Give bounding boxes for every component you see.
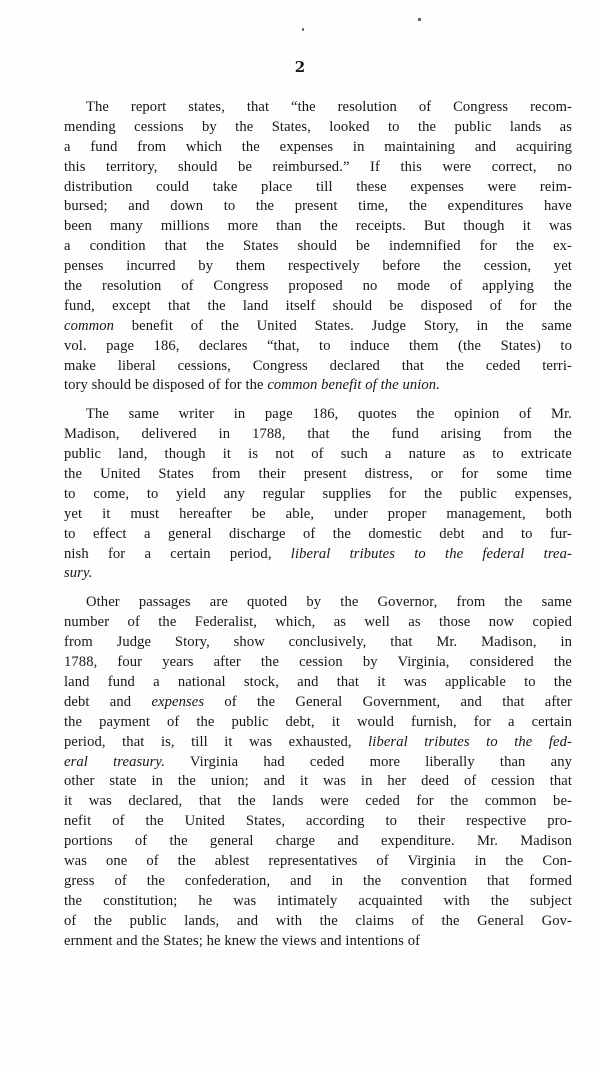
line-text: benefit of the United States. Judge Story, in the same	[114, 317, 572, 334]
text-line	[64, 525, 572, 545]
italic-text: expenses	[151, 693, 205, 710]
line-text: the constitution; he was intimately acquainted with the subject	[64, 892, 572, 909]
paragraph-gap	[64, 584, 572, 593]
italic-text: liberal tributes to the fed-	[368, 733, 572, 750]
line-text: period, that is, till it was exhausted,	[64, 733, 369, 750]
text-line	[64, 832, 572, 852]
text-line	[64, 564, 572, 584]
text-line	[64, 872, 572, 892]
text-line	[64, 505, 572, 525]
text-line	[64, 852, 572, 872]
line-text: The same writer in page 186, quotes the opinion of Mr.	[86, 406, 572, 423]
line-text: distribution could take place till these expenses were reim-	[64, 178, 572, 195]
italic-text: sury.	[64, 565, 93, 582]
line-text: The report states, that “the resolution of Congress recom-	[86, 99, 572, 115]
text-line	[64, 405, 572, 425]
text-line	[64, 337, 572, 357]
line-text: nefit of the United States, according to their respective pro-	[64, 813, 572, 830]
line-text: of the General Government, and that after	[204, 693, 572, 710]
line-text: from Judge Story, show conclusively, that Mr. Madison, in	[64, 634, 572, 651]
line-text: tory should be disposed of for the	[64, 377, 268, 394]
line-text: Madison, delivered in 1788, that the fund arising from the	[64, 426, 572, 443]
line-text: number of the Federalist, which, as well as those now copied	[64, 614, 572, 631]
print-speck	[302, 28, 304, 31]
text-line	[64, 673, 572, 693]
text-line	[64, 613, 572, 633]
text-line	[64, 465, 572, 485]
line-text: other state in the union; and it was in her deed of cession that	[64, 773, 572, 790]
text-line	[64, 545, 572, 565]
text-line	[64, 158, 572, 178]
line-text: land fund a national stock, and that it was applicable to the	[64, 673, 572, 690]
text-line	[64, 178, 572, 198]
text-line	[64, 653, 572, 673]
text-line	[64, 733, 572, 753]
line-text: the resolution of Congress proposed no mode of applying the	[64, 278, 572, 295]
line-text: public land, though it is not of such a nature as to extricate	[64, 446, 572, 463]
text-line	[64, 593, 572, 613]
line-text: vol. page 186, declares “that, to induce them (the States) to	[64, 337, 572, 354]
text-line	[64, 98, 572, 118]
text-line	[64, 297, 572, 317]
line-text: ernment and the States; he knew the views and intentions of	[64, 932, 421, 949]
text-line	[64, 376, 572, 396]
text-line	[64, 693, 572, 713]
line-text: nish for a certain period,	[64, 545, 291, 562]
italic-text: common	[64, 317, 115, 334]
text-line	[64, 633, 572, 653]
line-text: the payment of the public debt, it would furnish, for a certain	[64, 713, 572, 730]
italic-text: eral treasury.	[64, 753, 165, 770]
text-line	[64, 237, 572, 257]
text-line	[64, 317, 572, 337]
line-text: Other passages are quoted by the Governor, from the same	[86, 594, 572, 611]
text-line	[64, 485, 572, 505]
line-text: to come, to yield any regular supplies for the public expenses,	[64, 485, 572, 502]
text-line	[64, 912, 572, 932]
line-text: gress of the confederation, and in the convention that formed	[64, 872, 572, 889]
line-text: it was declared, that the lands were ceded for the common be-	[64, 793, 572, 810]
text-line	[64, 713, 572, 733]
line-text: this territory, should be reimbursed.” If this were correct, no	[64, 158, 572, 175]
line-text: fund, except that the land itself should be disposed of for the	[64, 297, 572, 314]
text-line	[64, 932, 572, 952]
line-text: debt and	[64, 693, 152, 710]
page-number: 2	[294, 58, 306, 76]
text-line	[64, 792, 572, 812]
text-line	[64, 425, 572, 445]
line-text: make liberal cessions, Congress declared that the ceded terri-	[64, 357, 572, 374]
line-text: a fund from which the expenses in maintaining and acquiring	[64, 138, 572, 155]
line-text: the United States from their present distress, or for some time	[64, 466, 572, 483]
line-text: portions of the general charge and expenditure. Mr. Madison	[64, 833, 572, 850]
text-line	[64, 812, 572, 832]
print-speck	[418, 18, 421, 21]
line-text: bursed; and down to the present time, the expenditures have	[64, 198, 572, 215]
italic-text: common benefit of the union.	[267, 377, 440, 394]
line-text: penses incurred by them respectively before the cession, yet	[64, 258, 572, 275]
line-text: was one of the ablest representatives of Virginia in the Con-	[64, 852, 572, 869]
line-text: yet it must hereafter be able, under proper management, both	[64, 505, 572, 522]
text-line	[64, 197, 572, 217]
italic-text: liberal tributes to the federal trea-	[290, 545, 572, 562]
text-line	[64, 138, 572, 158]
line-text: a condition that the States should be indemnified for the ex-	[64, 238, 572, 255]
text-line	[64, 892, 572, 912]
line-text: of the public lands, and with the claims of the General Gov-	[64, 912, 572, 929]
line-text: Virginia had ceded more liberally than any	[164, 753, 573, 770]
text-line	[64, 753, 572, 773]
text-line	[64, 445, 572, 465]
line-text: been many millions more than the receipts. But though it was	[64, 218, 572, 235]
text-line	[64, 772, 572, 792]
line-text: mending cessions by the States, looked to the public lands as	[64, 118, 572, 135]
text-line	[64, 118, 572, 138]
line-text: 1788, four years after the cession by Virginia, considered the	[64, 654, 572, 671]
body-text	[64, 98, 572, 951]
text-line	[64, 257, 572, 277]
text-line	[64, 277, 572, 297]
text-line	[64, 217, 572, 237]
line-text: to effect a general discharge of the domestic debt and to fur-	[64, 525, 572, 542]
paragraph-gap	[64, 396, 572, 405]
text-line	[64, 357, 572, 377]
